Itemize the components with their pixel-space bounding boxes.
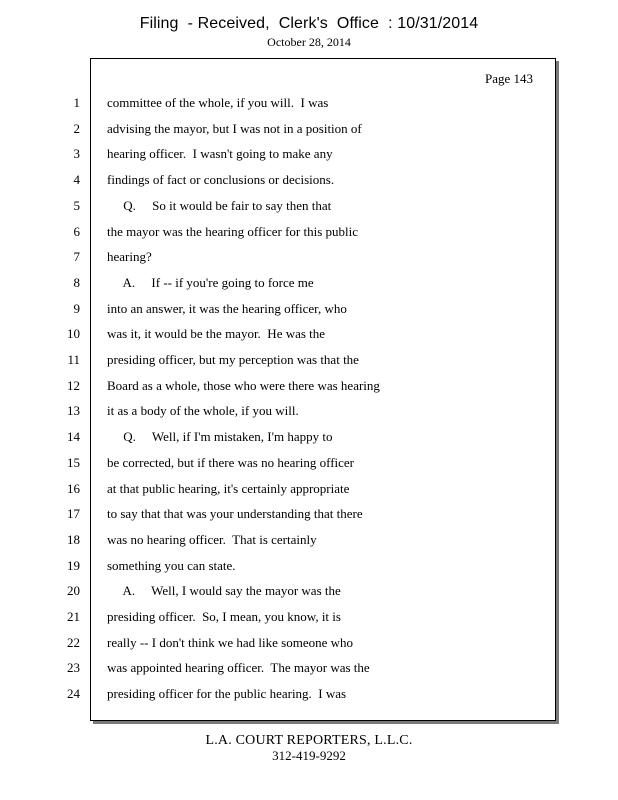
transcript-line: Q. Well, if I'm mistaken, I'm happy to (107, 429, 333, 445)
transcript-line: it as a body of the whole, if you will. (107, 403, 299, 419)
transcript-line: A. If -- if you're going to force me (107, 274, 314, 290)
line-number: 12 (67, 377, 80, 393)
line-number: 23 (67, 660, 80, 676)
line-number: 9 (73, 300, 80, 316)
transcript-line: really -- I don't think we had like someone who (107, 634, 354, 650)
page-number: Page 143 (484, 71, 533, 86)
transcript-line: into an answer, it was the hearing officer, who (107, 300, 347, 316)
transcript-line: at that public hearing, it's certainly appropriate (107, 480, 350, 496)
line-number: 24 (67, 686, 80, 702)
line-number: 17 (67, 506, 80, 522)
line-number: 13 (67, 403, 80, 419)
line-number: 2 (73, 120, 80, 136)
line-number: 22 (67, 634, 80, 650)
transcript-line: something you can state. (107, 557, 236, 573)
filing-stamp: Filing - Received, Clerk's Office : 10/31/2014 (139, 15, 479, 32)
transcript-line: hearing officer. I wasn't going to make any (107, 146, 333, 162)
transcript-line: presiding officer for the public hearing. I was (107, 686, 347, 702)
transcript-line: presiding officer, but my perception was that the (107, 352, 359, 367)
transcript-line: the mayor was the hearing officer for this public (107, 223, 359, 239)
line-number: 14 (67, 429, 80, 445)
line-number: 1 (73, 95, 80, 110)
transcript-line: hearing? (107, 249, 152, 265)
line-number: 18 (67, 531, 80, 547)
line-number: 5 (73, 197, 80, 213)
line-number: 21 (67, 609, 80, 624)
line-number: 19 (67, 557, 80, 573)
line-number: 16 (67, 480, 80, 496)
line-number: 11 (67, 352, 80, 367)
transcript-line: findings of fact or conclusions or decisions. (107, 172, 335, 188)
transcript-line: A. Well, I would say the mayor was the (107, 583, 341, 599)
reporter-phone: 312-419-9292 (272, 748, 346, 763)
line-number: 3 (73, 146, 80, 162)
line-number: 6 (73, 223, 80, 239)
transcript-line: Board as a whole, those who were there was hearing (107, 377, 380, 393)
reporter-company: L.A. COURT REPORTERS, L.L.C. (205, 733, 413, 748)
line-number: 4 (73, 172, 80, 188)
transcript-line: presiding officer. So, I mean, you know, it is (107, 609, 341, 624)
transcript-line: was it, it would be the mayor. He was the (107, 326, 326, 342)
transcript-line: to say that that was your understanding that there (107, 506, 363, 522)
transcript-line: was no hearing officer. That is certainly (107, 531, 317, 547)
transcript-line: committee of the whole, if you will. I was (107, 95, 329, 110)
transcript-line: was appointed hearing officer. The mayor was the (107, 660, 370, 676)
filing-date: October 28, 2014 (267, 35, 351, 49)
transcript-line: advising the mayor, but I was not in a position of (107, 120, 362, 136)
line-number: 8 (73, 274, 80, 290)
line-number: 10 (67, 326, 80, 342)
line-number: 15 (67, 454, 80, 470)
line-number: 20 (67, 583, 80, 599)
transcript-line: Q. So it would be fair to say then that (107, 197, 332, 213)
line-number: 7 (73, 249, 80, 265)
transcript-line: be corrected, but if there was no hearing officer (107, 454, 355, 470)
